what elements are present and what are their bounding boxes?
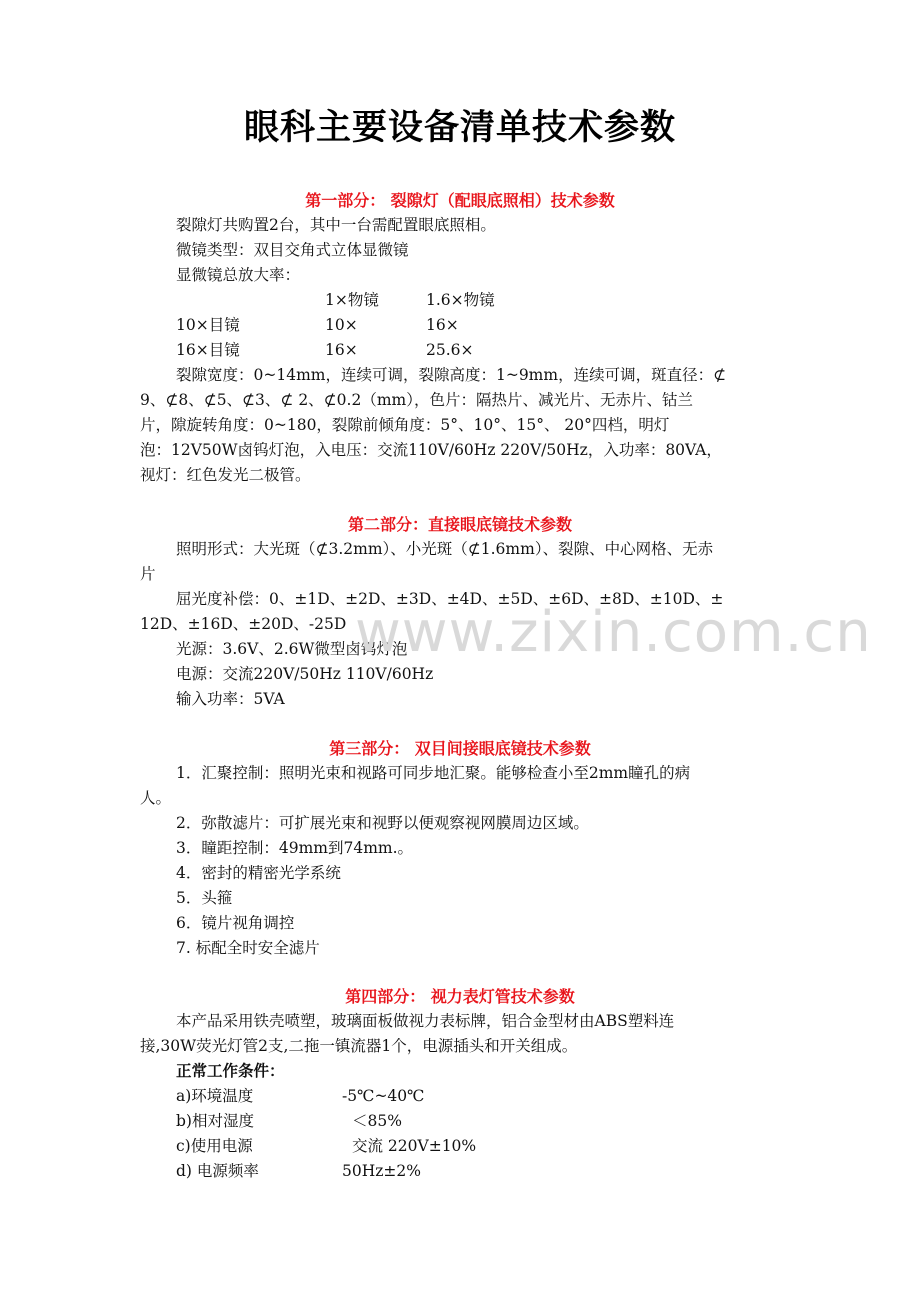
condition-label: b)相对湿度 xyxy=(176,1112,254,1130)
s1-paragraph-line: 裂隙宽度：0~14mm，连续可调，裂隙高度：1~9mm，连续可调，斑直径：⊄ xyxy=(176,366,727,384)
condition-value: 交流 220V±10% xyxy=(352,1137,477,1155)
s2-line: 片 xyxy=(140,565,156,583)
s4-line: 接,30W荧光灯管2支,二拖一镇流器1个，电源插头和开关组成。 xyxy=(140,1037,578,1055)
s1-paragraph-line: 泡：12V50W卤钨灯泡，入电压：交流110V/60Hz 220V/50Hz，入功率：80VA， xyxy=(140,441,722,459)
s3-line: 7. 标配全时安全滤片 xyxy=(176,939,320,957)
table-col-header-2: 1.6×物镜 xyxy=(426,291,495,309)
s2-line: 光源：3.6V、2.6W微型卤钨灯泡 xyxy=(176,640,408,658)
s3-line: 人。 xyxy=(140,789,172,807)
s2-line: 照明形式：大光斑（⊄3.2mm）、小光斑（⊄1.6mm）、裂隙、中心网格、无赤 xyxy=(176,540,714,558)
s1-magnification-label: 显微镜总放大率： xyxy=(176,266,301,284)
s3-line: 2．弥散滤片：可扩展光束和视野以便观察视网膜周边区域。 xyxy=(176,814,589,832)
table-cell: 16× xyxy=(325,341,358,359)
s1-intro: 裂隙灯共购置2台，其中一台需配置眼底照相。 xyxy=(176,216,496,234)
table-cell: 16× xyxy=(426,316,459,334)
s2-line: 12D、±16D、±20D、-25D xyxy=(140,615,347,633)
condition-value: -5℃~40℃ xyxy=(342,1087,425,1105)
section-2-heading: 第二部分：直接眼底镜技术参数 xyxy=(347,515,572,534)
condition-value: ＜85% xyxy=(352,1112,402,1130)
table-row-label: 16×目镜 xyxy=(176,341,240,359)
table-cell: 25.6× xyxy=(426,341,474,359)
table-row-label: 10×目镜 xyxy=(176,316,240,334)
document-title: 眼科主要设备清单技术参数 xyxy=(243,108,676,148)
s2-line: 输入功率：5VA xyxy=(176,690,285,708)
section-4-heading: 第四部分： 视力表灯管技术参数 xyxy=(345,987,575,1006)
s3-line: 4．密封的精密光学系统 xyxy=(176,864,341,882)
s4-line: 本产品采用铁壳喷塑，玻璃面板做视力表标牌，铝合金型材由ABS塑料连 xyxy=(176,1012,675,1030)
watermark: www.zixin.com.cn xyxy=(355,600,872,665)
condition-value: 50Hz±2% xyxy=(342,1162,421,1180)
s1-microscope-type: 微镜类型：双目交角式立体显微镜 xyxy=(176,241,409,259)
s2-line: 电源：交流220V/50Hz 110V/60Hz xyxy=(176,665,434,683)
condition-label: a)环境温度 xyxy=(176,1087,254,1105)
s1-paragraph-line: 9、⊄8、⊄5、⊄3、⊄ 2、⊄0.2（mm），色片：隔热片、减光片、无赤片、钴兰 xyxy=(140,391,693,409)
section-3-heading: 第三部分： 双目间接眼底镜技术参数 xyxy=(329,739,591,758)
conditions-label: 正常工作条件： xyxy=(176,1062,285,1080)
s3-line: 1．汇聚控制：照明光束和视路可同步地汇聚。能够检查小至2mm瞳孔的病 xyxy=(176,764,691,782)
s3-line: 5．头箍 xyxy=(176,889,233,907)
s3-line: 6．镜片视角调控 xyxy=(176,914,295,932)
section-1-heading: 第一部分： 裂隙灯（配眼底照相）技术参数 xyxy=(305,191,615,210)
condition-label: d) 电源频率 xyxy=(176,1162,259,1180)
s1-paragraph-line: 片，隙旋转角度：0~180，裂隙前倾角度：5°、10°、15°、 20°四档，明灯 xyxy=(140,416,670,434)
condition-label: c)使用电源 xyxy=(176,1137,253,1155)
s2-line: 屈光度补偿：0、±1D、±2D、±3D、±4D、±5D、±6D、±8D、±10D、± xyxy=(176,590,724,608)
table-col-header-1: 1×物镜 xyxy=(325,291,379,309)
s1-paragraph-line: 视灯：红色发光二极管。 xyxy=(140,466,311,484)
table-cell: 10× xyxy=(325,316,358,334)
s3-line: 3．瞳距控制：49mm到74mm.。 xyxy=(176,839,414,857)
